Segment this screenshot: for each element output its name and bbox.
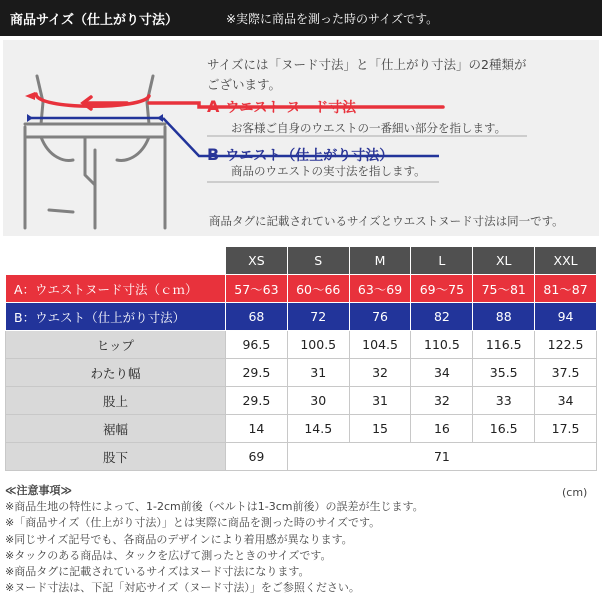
- table-row-inseam: [6, 443, 597, 471]
- table-row-waist-finished: [6, 303, 597, 331]
- size-header: M: [349, 247, 411, 275]
- size-header: XS: [226, 247, 288, 275]
- row-label: 股上: [6, 387, 226, 415]
- table-cell: 69〜75: [411, 275, 473, 303]
- note-item: ※ヌード寸法は、下記「対応サイズ（ヌード寸法）」をご参照ください。: [5, 581, 360, 595]
- size-header: L: [411, 247, 473, 275]
- note-item: ※「商品サイズ（仕上がり寸法）」とは実際に商品を測った時のサイズです。: [5, 516, 381, 530]
- table-cell: 14.5: [287, 415, 349, 443]
- table-cell: 60〜66: [287, 275, 349, 303]
- header-note: ※実際に商品を測った時のサイズです。: [226, 11, 439, 26]
- size-header: XL: [473, 247, 535, 275]
- notes-title: ≪注意事項≫: [5, 484, 73, 497]
- table-cell: 63〜69: [349, 275, 411, 303]
- table-cell: 14: [226, 415, 288, 443]
- table-cell: 100.5: [287, 331, 349, 359]
- table-cell: 82: [411, 303, 473, 331]
- table-cell: 33: [473, 387, 535, 415]
- diagram-panel: [3, 40, 599, 236]
- table-cell: 81〜87: [535, 275, 597, 303]
- desc-a: お客様ご自身のウエストの一番細い部分を指します。: [231, 121, 507, 135]
- page-title: 商品サイズ（仕上がり寸法）: [10, 12, 178, 28]
- size-header: S: [287, 247, 349, 275]
- label-a: [207, 97, 356, 117]
- row-label: ヒップ: [6, 331, 226, 359]
- table-cell: 32: [349, 359, 411, 387]
- table-cell: 29.5: [226, 359, 288, 387]
- table-cell: 76: [349, 303, 411, 331]
- header-bar: [0, 0, 602, 36]
- table-cell: 122.5: [535, 331, 597, 359]
- table-cell: 35.5: [473, 359, 535, 387]
- intro-line-2: ございます。: [207, 77, 282, 92]
- table-cell: 68: [226, 303, 288, 331]
- row-label: わたり幅: [6, 359, 226, 387]
- label-a-letter: A: [207, 97, 220, 116]
- note-item: ※同じサイズ記号でも、各商品のデザインにより着用感が異なります。: [5, 532, 353, 546]
- table-row-hem: [6, 415, 597, 443]
- row-label: B：ウエスト（仕上がり寸法）: [6, 303, 226, 331]
- table-corner: [6, 247, 226, 275]
- row-label: A：ウエストヌード寸法（ｃｍ）: [6, 275, 226, 303]
- table-cell: 16: [411, 415, 473, 443]
- table-row-thigh: [6, 359, 597, 387]
- note-item: ※タックのある商品は、タックを広げて測ったときのサイズです。: [5, 548, 332, 562]
- table-cell: 72: [287, 303, 349, 331]
- intro-line-1: サイズには「ヌード寸法」と「仕上がり寸法」の2種類が: [207, 57, 527, 72]
- table-cell: 57〜63: [226, 275, 288, 303]
- table-cell: 75〜81: [473, 275, 535, 303]
- table-cell: 30: [287, 387, 349, 415]
- table-cell: 110.5: [411, 331, 473, 359]
- table-cell: 17.5: [535, 415, 597, 443]
- desc-b: 商品のウエストの実寸法を指します。: [231, 164, 426, 178]
- table-cell: 94: [535, 303, 597, 331]
- row-label: 股下: [6, 443, 226, 471]
- table-cell: 116.5: [473, 331, 535, 359]
- table-cell: 16.5: [473, 415, 535, 443]
- label-b: [207, 145, 393, 165]
- tag-note: 商品タグに記載されているサイズとウエストヌード寸法は同一です。: [209, 214, 564, 228]
- row-label: 裾幅: [6, 415, 226, 443]
- note-item: ※商品タグに記載されているサイズはヌード寸法になります。: [5, 565, 310, 579]
- size-header: XXL: [535, 247, 597, 275]
- table-cell: 104.5: [349, 331, 411, 359]
- table-cell: 31: [287, 359, 349, 387]
- table-cell: 15: [349, 415, 411, 443]
- table-cell: 31: [349, 387, 411, 415]
- table-cell: 34: [411, 359, 473, 387]
- table-cell: 34: [535, 387, 597, 415]
- unit-label: (cm): [562, 486, 588, 499]
- table-cell: 37.5: [535, 359, 597, 387]
- table-row-rise: [6, 387, 597, 415]
- size-table: [5, 246, 597, 471]
- table-cell: 69: [226, 443, 288, 471]
- table-cell: 96.5: [226, 331, 288, 359]
- table-row-waist-nude: [6, 275, 597, 303]
- table-cell: 29.5: [226, 387, 288, 415]
- intro-text: [207, 55, 526, 95]
- table-cell-merged: 71: [287, 443, 596, 471]
- table-cell: 32: [411, 387, 473, 415]
- label-b-letter: B: [207, 145, 220, 164]
- note-item: ※商品生地の特性によって、1-2cm前後（ベルトは1-3cm前後）の誤差が生じます。: [5, 500, 424, 514]
- size-header-row: [6, 247, 597, 275]
- label-b-text: ウエスト（仕上がり寸法）: [225, 148, 394, 164]
- table-cell: 88: [473, 303, 535, 331]
- table-row-hip: [6, 331, 597, 359]
- label-a-text: ウエスト ヌード寸法: [225, 100, 357, 116]
- notes-section: [5, 483, 597, 596]
